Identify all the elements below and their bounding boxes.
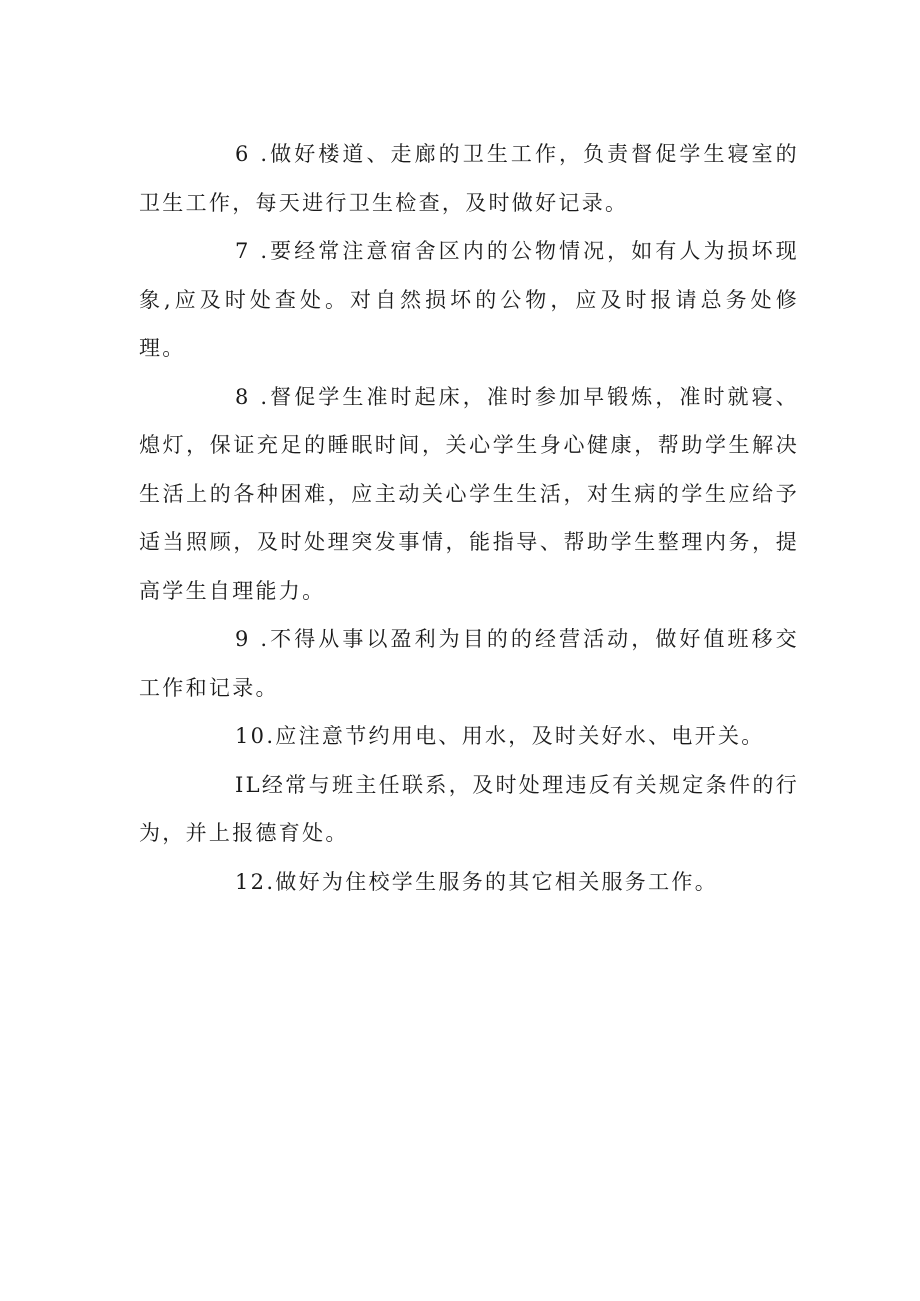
document-body xyxy=(139,130,799,906)
paragraph-item-11 xyxy=(139,761,799,858)
item-number: 10 xyxy=(235,724,267,748)
paragraph-item-6 xyxy=(139,130,799,227)
paragraph-item-9 xyxy=(139,615,799,712)
item-number: 9 xyxy=(235,627,251,651)
item-text: 经常与班主任联系，及时处理违反有关规定条件的行为，并上报德育处。 xyxy=(139,772,799,845)
item-text: .做好楼道、走廊的卫生工作，负责督促学生寝室的卫生工作，每天进行卫生检查，及时做好记录。 xyxy=(139,142,799,215)
item-text: .督促学生准时起床，准时参加早锻炼，准时就寝、熄灯，保证充足的睡眠时间，关心学生身心健康，帮助学生解决生活上的各种困难，应主动关心学生生活，对生病的学生应给予适当照顾，及时处理突发事情，能指导、帮助学生整理内务，提高学生自理能力。 xyxy=(139,384,799,603)
paragraph-item-7 xyxy=(139,227,799,373)
item-text: .不得从事以盈利为目的的经营活动，做好值班移交工作和记录。 xyxy=(139,627,799,700)
paragraph-item-12 xyxy=(139,858,799,907)
item-text: .做好为住校学生服务的其它相关服务工作。 xyxy=(266,869,719,894)
item-text: .要经常注意宿舍区内的公物情况，如有人为损坏现象,应及时处查处。对自然损坏的公物，应及时报请总务处修理。 xyxy=(139,239,799,360)
item-text: .应注意节约用电、用水，及时关好水、电开关。 xyxy=(266,724,765,748)
item-number: IL xyxy=(235,772,262,797)
paragraph-item-8 xyxy=(139,373,799,616)
paragraph-item-10 xyxy=(139,712,799,761)
item-number: 6 xyxy=(235,142,251,166)
item-number: 7 xyxy=(235,239,251,263)
item-number: 12 xyxy=(235,869,267,894)
item-number: 8 xyxy=(235,384,251,409)
